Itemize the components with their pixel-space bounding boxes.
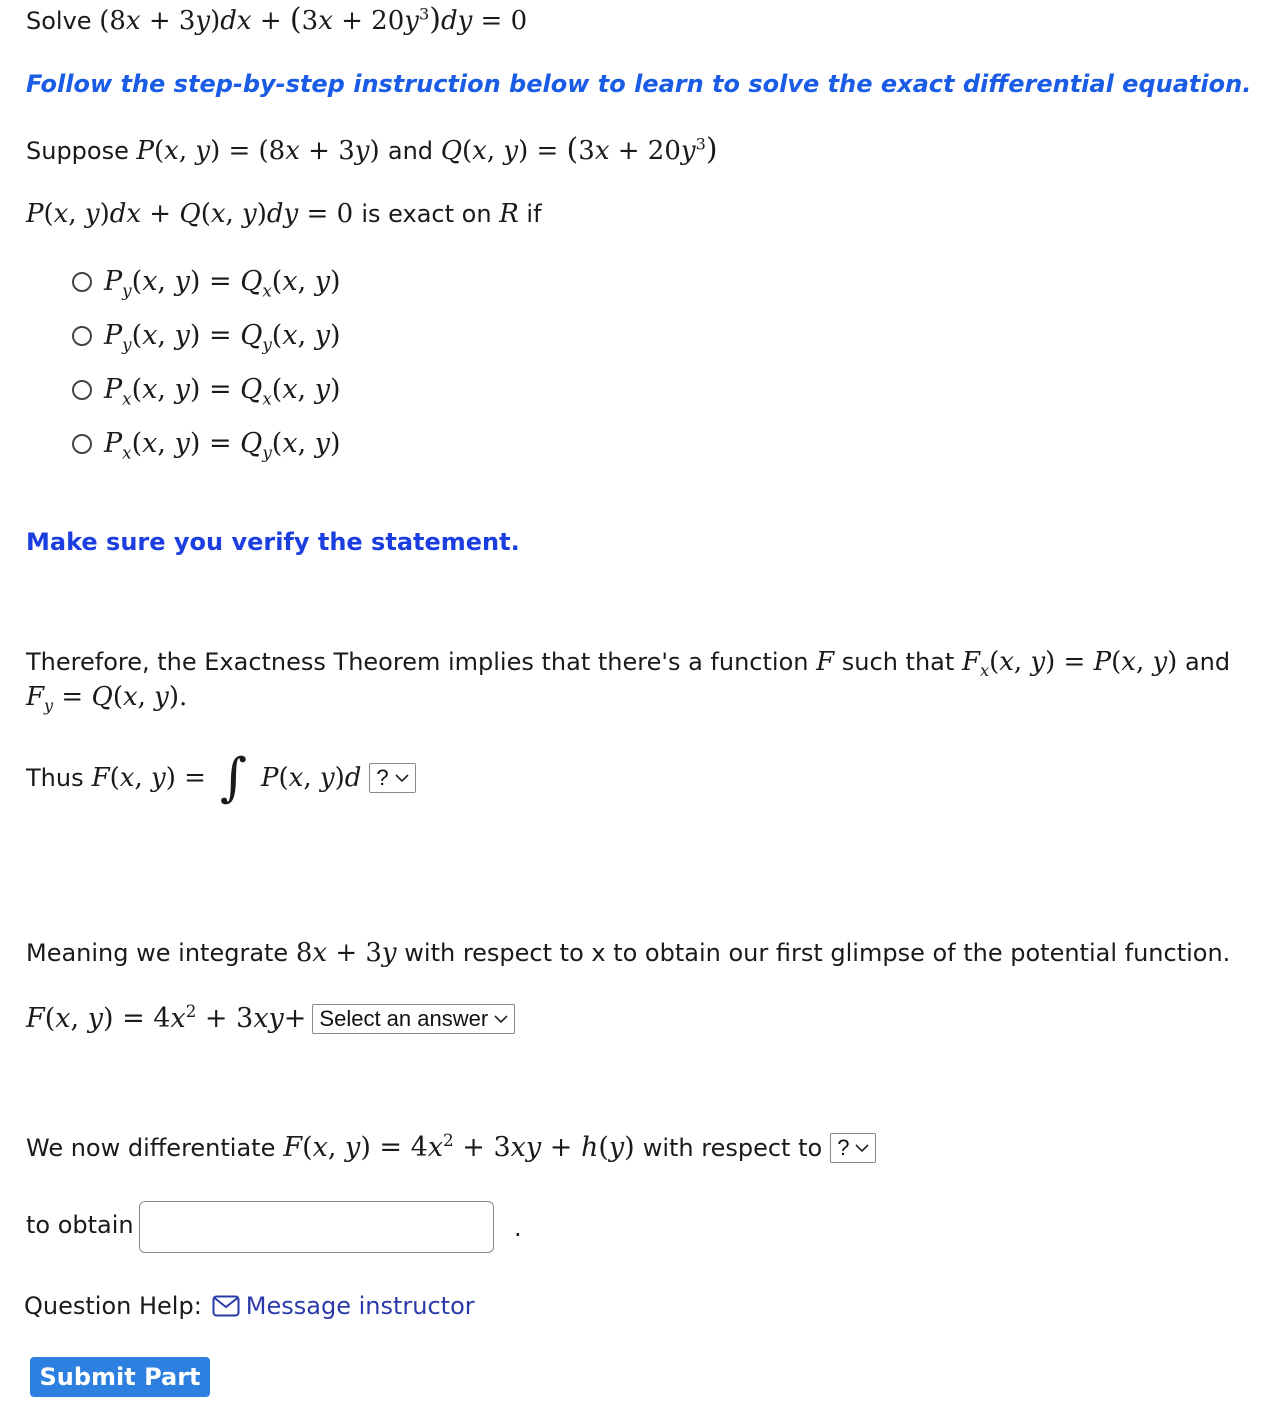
potential-line xyxy=(26,1003,515,1034)
exact-if: if xyxy=(526,200,542,228)
option-label: $P_y(x$, $y) = Q_x(x$, y) xyxy=(104,266,341,301)
option-label: $P_x(x$, $y) = Q_x(x$, y) xyxy=(104,374,341,409)
select-value: ? xyxy=(376,765,389,790)
Fx-equation: $F_x(x$, y) = P(x, y) xyxy=(961,647,1178,681)
problem-equation: $(8x + 3y)dx + (3x + 20y^3)dy = 0$ xyxy=(99,2,528,37)
option-label: $P_y(x$, $y) = Q_y(x$, y) xyxy=(104,320,341,355)
integrate-text-b: with respect to x to obtain our first glimpse of the potential function. xyxy=(404,939,1231,967)
potential-term-select[interactable] xyxy=(312,1004,515,1034)
integral-sign: ∫ xyxy=(219,748,247,808)
option-3[interactable] xyxy=(72,374,341,409)
and-label: and xyxy=(387,137,434,165)
option-2[interactable] xyxy=(72,320,341,355)
radio-button[interactable] xyxy=(72,380,92,400)
exact-statement xyxy=(26,199,542,229)
select-value: ? xyxy=(837,1134,850,1160)
question-help xyxy=(24,1292,475,1320)
message-instructor-link[interactable] xyxy=(212,1292,475,1320)
verify-note: Make sure you verify the statement. xyxy=(26,528,520,556)
integration-variable-select[interactable] xyxy=(369,763,415,793)
radio-button[interactable] xyxy=(72,434,92,454)
select-value: Select an answer xyxy=(319,1005,489,1031)
message-instructor-label: Message instructor xyxy=(245,1292,475,1320)
option-label: $P_x(x$, $y) = Q_y(x$, y) xyxy=(104,428,341,463)
theorem-text-a: Therefore, the Exactness Theorem implies that there's a function xyxy=(26,648,809,676)
problem-statement xyxy=(26,2,527,38)
obtain-answer-input[interactable] xyxy=(139,1201,494,1253)
obtain-period: . xyxy=(514,1214,522,1242)
chevron-down-icon xyxy=(855,1143,869,1153)
radio-button[interactable] xyxy=(72,326,92,346)
mail-icon xyxy=(212,1295,240,1317)
differentiate-expr: F(x, $y) = 4x^2 + 3xy + h(y)$ xyxy=(283,1130,635,1163)
thus-label: Thus xyxy=(26,764,84,792)
integrate-line xyxy=(26,938,1230,968)
exact-expression: P(x, y)dx + Q(x, y)dy = 0 xyxy=(26,199,362,229)
chevron-down-icon xyxy=(395,773,409,783)
potential-expr: F(x, $y) = 4x^2 + 3xy+$ xyxy=(26,1001,307,1034)
differentiation-variable-select[interactable] xyxy=(830,1133,876,1163)
P-definition: P(x, y) = (8x + 3y) xyxy=(136,136,388,166)
option-4[interactable] xyxy=(72,428,341,463)
theorem-and: and xyxy=(1184,648,1231,676)
differentiate-text-b: with respect to xyxy=(642,1133,823,1162)
thus-line xyxy=(26,748,416,808)
Fy-equation: $F_y = Q(x$, y). xyxy=(26,682,188,716)
radio-button[interactable] xyxy=(72,272,92,292)
solve-label: Solve xyxy=(26,7,92,35)
Q-definition: Q(x, $y) = (3x + 20y^3)$ xyxy=(440,132,718,167)
integrate-text-a: Meaning we integrate xyxy=(26,939,289,967)
question-help-label: Question Help: xyxy=(24,1292,202,1320)
option-1[interactable] xyxy=(72,266,341,301)
chevron-down-icon xyxy=(494,1014,508,1024)
suppose-line xyxy=(26,132,718,167)
thus-lhs: F(x, y) = xyxy=(91,763,206,793)
exact-text: is exact on xyxy=(361,200,492,228)
function-F: F xyxy=(816,647,835,677)
instruction-text: Follow the step-by-step instruction below to learn to solve the exact differential equation. xyxy=(26,70,1252,98)
integrate-expr: 8x + 3y xyxy=(295,938,397,968)
region-R: R xyxy=(499,199,519,229)
differentiate-text-a: We now differentiate xyxy=(26,1133,276,1162)
suppose-label: Suppose xyxy=(26,137,129,165)
theorem-line-1 xyxy=(26,647,1231,681)
obtain-label: to obtain xyxy=(26,1211,134,1239)
differentiate-line xyxy=(26,1132,876,1163)
integrand: P(x, y)d xyxy=(261,763,362,793)
theorem-text-b: such that xyxy=(841,648,955,676)
submit-part-button[interactable]: Submit Part xyxy=(30,1357,210,1397)
